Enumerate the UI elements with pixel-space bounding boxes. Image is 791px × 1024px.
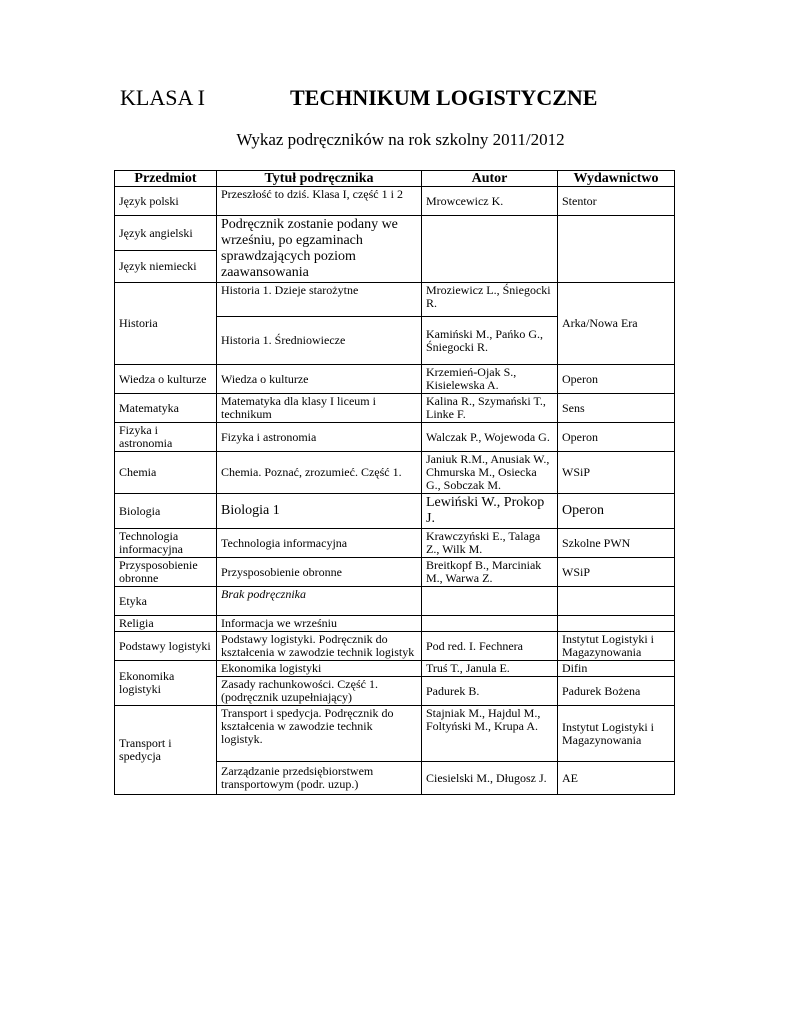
publisher-cell: Instytut Logistyki i Magazynowania [558,632,675,661]
author-cell: Breitkopf B., Marciniak M., Warwa Z. [422,558,558,587]
column-header-subject: Przedmiot [115,171,217,187]
publisher-cell: Szkolne PWN [558,529,675,558]
publisher-cell: Arka/Nowa Era [558,283,675,365]
author-cell: Mrowcewicz K. [422,187,558,216]
author-cell: Kalina R., Szymański T., Linke F. [422,394,558,423]
publisher-cell: AE [558,762,675,795]
class-label: KLASA I [120,85,205,110]
subject-cell: Historia [115,283,217,365]
table-row [115,394,675,423]
title-cell: Brak podręcznika [217,587,422,616]
title-cell: Ekonomika logistyki [217,661,422,677]
title-cell: Przeszłość to dziś. Klasa I, część 1 i 2 [217,187,422,216]
publisher-cell [558,587,675,616]
publisher-cell: Stentor [558,187,675,216]
table-row [115,283,675,317]
title-cell: Podstawy logistyki. Podręcznik do kształcenia w zawodzie technik logistyk [217,632,422,661]
publisher-cell: Operon [558,494,675,529]
page-subtitle: Wykaz podręczników na rok szkolny 2011/2012 [236,130,565,149]
title-cell: Podręcznik zostanie podany we wrześniu, po egzaminach sprawdzających poziom zaawansowania [217,216,422,283]
title-cell: Transport i spedycja. Podręcznik do kształcenia w zawodzie technik logistyk. [217,706,422,762]
author-cell [422,216,558,283]
title-cell: Wiedza o kulturze [217,365,422,394]
subject-cell: Chemia [115,452,217,494]
subject-cell: Wiedza o kulturze [115,365,217,394]
publisher-cell [558,216,675,283]
table-row [115,365,675,394]
table-row [115,632,675,661]
publisher-cell: Difin [558,661,675,677]
column-header-publisher: Wydawnictwo [558,171,675,187]
publisher-cell [558,616,675,632]
author-cell: Janiuk R.M., Anusiak W., Chmurska M., Osiecka G., Sobczak M. [422,452,558,494]
textbook-table [114,170,675,795]
page-title: TECHNIKUM LOGISTYCZNE [290,85,598,110]
subject-cell: Fizyka i astronomia [115,423,217,452]
author-cell: Kamiński M., Pańko G., Śniegocki R. [422,317,558,365]
table-row [115,423,675,452]
publisher-cell: WSiP [558,558,675,587]
table-row [115,587,675,616]
author-cell: Lewiński W., Prokop J. [422,494,558,529]
author-cell: Stajniak M., Hajdul M., Foltyński M., Krupa A. [422,706,558,762]
author-cell [422,616,558,632]
title-cell: Fizyka i astronomia [217,423,422,452]
title-cell: Biologia 1 [217,494,422,529]
author-cell: Ciesielski M., Długosz J. [422,762,558,795]
table-row [115,616,675,632]
table-row [115,187,675,216]
publisher-cell: Operon [558,365,675,394]
table-row [115,558,675,587]
subject-cell: Przysposobienie obronne [115,558,217,587]
subject-cell: Język polski [115,187,217,216]
author-cell: Truś T., Janula E. [422,661,558,677]
title-cell: Historia 1. Średniowiecze [217,317,422,365]
table-row [115,494,675,529]
subject-cell: Ekonomika logistyki [115,661,217,706]
table-header-row [115,171,675,187]
title-cell: Matematyka dla klasy I liceum i technikum [217,394,422,423]
title-cell: Zarządzanie przedsiębiorstwem transportowym (podr. uzup.) [217,762,422,795]
author-cell: Krawczyński E., Talaga Z., Wilk M. [422,529,558,558]
subject-cell: Matematyka [115,394,217,423]
publisher-cell: Instytut Logistyki i Magazynowania [558,706,675,762]
title-cell: Przysposobienie obronne [217,558,422,587]
author-cell: Walczak P., Wojewoda G. [422,423,558,452]
table-row [115,661,675,677]
publisher-cell: Padurek Bożena [558,677,675,706]
subject-cell: Język niemiecki [115,251,217,283]
subject-cell: Biologia [115,494,217,529]
table-row [115,706,675,762]
table-row [115,216,675,251]
author-cell: Pod red. I. Fechnera [422,632,558,661]
table-row [115,529,675,558]
subject-cell: Etyka [115,587,217,616]
title-cell: Historia 1. Dzieje starożytne [217,283,422,317]
publisher-cell: Operon [558,423,675,452]
author-cell: Mroziewicz L., Śniegocki R. [422,283,558,317]
author-cell [422,587,558,616]
author-cell: Padurek B. [422,677,558,706]
subject-cell: Religia [115,616,217,632]
title-cell: Informacja we wrześniu [217,616,422,632]
subject-cell: Podstawy logistyki [115,632,217,661]
publisher-cell: Sens [558,394,675,423]
title-cell: Chemia. Poznać, zrozumieć. Część 1. [217,452,422,494]
publisher-cell: WSiP [558,452,675,494]
subject-cell: Technologia informacyjna [115,529,217,558]
column-header-title: Tytuł podręcznika [217,171,422,187]
subject-cell: Język angielski [115,216,217,251]
column-header-author: Autor [422,171,558,187]
table-row [115,452,675,494]
author-cell: Krzemień-Ojak S., Kisielewska A. [422,365,558,394]
title-cell: Zasady rachunkowości. Część 1.(podręcznik uzupełniający) [217,677,422,706]
subject-cell: Transport i spedycja [115,706,217,795]
title-cell: Technologia informacyjna [217,529,422,558]
